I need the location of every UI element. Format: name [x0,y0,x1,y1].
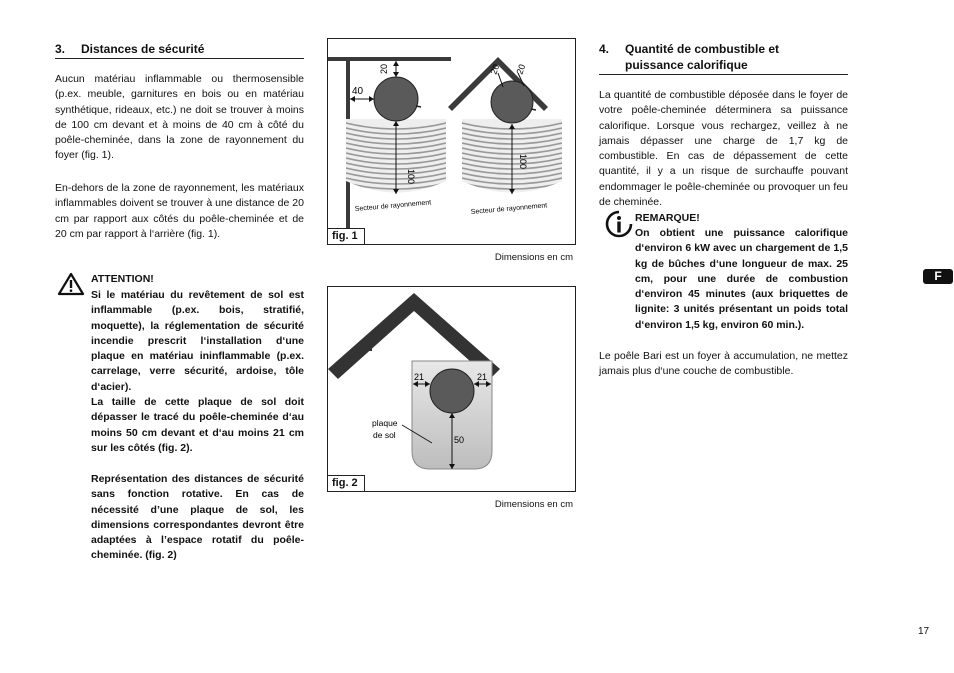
fig1-right-top-right-dim: 20 [514,62,528,76]
section-4-heading-line-2: puissance calorifique [625,58,748,72]
figure-2-caption: Dimensions en cm [494,499,573,510]
figure-1-caption: Dimensions en cm [494,252,573,263]
section-3-heading: Distances de sécurité [81,42,205,56]
warning-icon [57,272,85,296]
section-4-title [599,41,848,75]
section-4-heading-line-1: Quantité de combustible et [625,42,780,56]
figure-2-diagram [328,287,575,491]
fig1-right-zone-label: Secteur de rayonnement [470,202,548,216]
fig1-right-top-left-dim: 20 [488,62,502,76]
language-tab: F [923,269,953,284]
attention-paragraph-1: Si le matériau du revêtement de sol est inflammable (p.ex. bois, stratifié, moquette), la réglementation de sécurité incendie prescrit l‘installation d‘une plaque en matériau ininflammable (p.ex. carrelage, verre sécurité, ardoise, tôle d‘acier). [91,289,304,393]
fig2-front-dim: 50 [454,435,465,445]
figure-2-label: fig. 2 [328,475,365,491]
section-4-paragraph-2: Le poêle Bari est un foyer à accumulation, ne mettez jamais plus d‘une couche de combustible. [599,350,848,378]
attention-paragraph-2: La taille de cette plaque de sol doit dépasser le tracé du poêle-cheminée d‘au moins 50 cm devant et d‘au moins 21 cm sur les côtés (fig. 2). [91,396,304,454]
fig1-left-top-dim: 20 [379,63,389,74]
info-icon [603,209,635,239]
fig1-left-zone-label: Secteur de rayonnement [354,199,432,213]
section-4-paragraph-1: La quantité de combustible déposée dans le foyer de votre poêle-cheminée déterminera sa puissance calorifique. Lorsque vous rechargez, veillez à ne jamais dépasser une charge de 1,7 kg de combustible. En cas de dépassement de cette quantité, il y a un risque de surchauffe pouvant endommager le poêle-cheminée ou provoquer un feu de cheminée. [599,89,848,209]
fig1-left-side-dim: 40 [352,86,364,97]
figure-1-diagram [328,39,575,244]
note-body: On obtient une puissance calorifique d‘environ 6 kW avec un chargement de 1,5 kg de bûches d‘une longueur de max. 25 cm, pour une durée de combustion d‘environ 45 minutes (aux briquettes de lignite: 3 unités présentant un poids total d‘environ 1,5 kg, environ 60 min.). [635,227,848,331]
page-number: 17 [918,626,930,637]
attention-title: ATTENTION! [91,273,154,285]
fig1-left-front-dim: 100 [406,169,416,185]
stove-shape [430,369,474,413]
fig2-left-dim: 21 [414,372,425,382]
figure-2 [327,286,576,492]
note-title: REMARQUE! [635,212,700,224]
section-3-paragraph-2: En-dehors de la zone de rayonnement, les matériaux inflammables doivent se trouver à une distance de 20 cm par rapport aux côtés du poêle-cheminée et de 20 cm par rapport à l‘arrière (fig. 1). [55,182,304,240]
fig2-plate-label-1: plaque [372,418,398,428]
fig2-right-dim: 21 [477,372,488,382]
attention-paragraph-3: Représentation des distances de sécurité sans fonction rotative. En cas de nécessité d’une plaque de sol, les dimensions correspondantes devront être adaptées à l’espace rotatif du poêle-cheminée. (fig. 2) [91,473,304,562]
figure-1 [327,38,576,245]
section-3-paragraph-1: Aucun matériau inflammable ou thermosensible (p.ex. meuble, garnitures en bois ou en matériau synthétique, rideaux, etc.) ne doit se trouver à moins de 100 cm devant et à moins de 40 cm à côté du poêle-cheminée, dans la zone de rayonnement du foyer (fig. 1). [55,73,304,162]
section-3-number: 3. [55,42,66,56]
section-3-title [55,41,304,59]
section-4-number: 4. [599,42,610,56]
fig2-plate-label-2: de sol [373,430,396,440]
figure-1-label: fig. 1 [328,228,365,244]
fig1-right-front-dim: 100 [518,154,528,170]
